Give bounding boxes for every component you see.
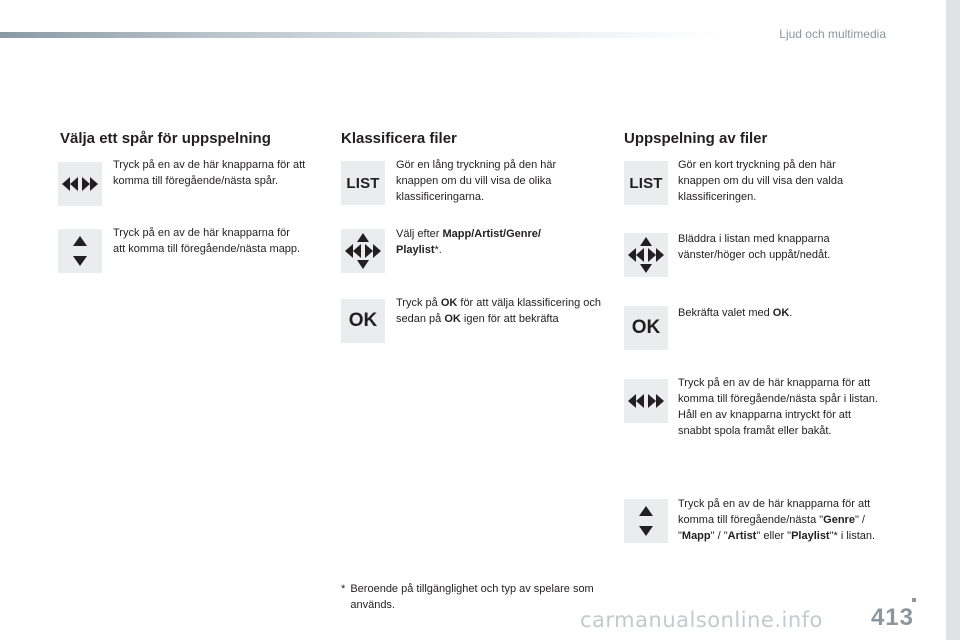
col3-item5-text: Tryck på en av de här knapparna för att komma till föregående/nästa "Genre" / "Mapp" / "Artist" eller "Playlist"* i listan. [678,498,876,542]
ok-button-2 [624,306,668,350]
col2-item2-text: Välj efter Mapp/Artist/Genre/ Playlist*. [396,228,541,256]
col1-item1-text: Tryck på en av de här knapparna för att komma till föregående/nästa spår. [113,159,306,187]
four-way-button [341,229,385,273]
page-dot [912,598,916,602]
col2-title: Klassificera filer [341,130,457,147]
prev-next-button-2 [624,379,668,423]
page-number: 413 [870,604,914,631]
ok-button-2-label: OK [631,317,661,338]
col3-item2-text: Bläddra i listan med knapparna vänster/höger och uppåt/nedåt. [678,233,831,261]
footnote [341,581,611,613]
up-down-button [58,229,102,273]
up-down-button-2 [624,499,668,543]
col1-title: Välja ett spår för uppspelning [60,130,271,147]
four-way-arrows-icon [626,235,666,275]
ok-button [341,299,385,343]
prev-next-arrows-icon [626,393,666,409]
list-button-2-label: LIST [629,174,663,192]
col3-item3-text: Bekräfta valet med OK. [678,307,793,319]
col1-item2-text: Tryck på en av de här knapparna för att komma till föregående/nästa mapp. [113,227,301,255]
footnote-marker: * [341,583,346,595]
up-down-arrows-icon [72,234,88,268]
col3-title: Uppspelning av filer [624,130,768,147]
col3-item4-text: Tryck på en av de här knapparna för att komma till föregående/nästa spår i listan. Håll en av knapparna intryckt för att snabbt spola framåt eller bakåt. [678,377,878,437]
prev-next-arrows-icon [60,176,100,192]
col2-item3-text: Tryck på OK för att välja klassificering och sedan på OK igen för att bekräfta [396,297,601,325]
top-decorative-bar [0,32,720,38]
up-down-arrows-icon [638,504,654,538]
ok-button-label: OK [348,310,378,331]
footnote-text: Beroende på tillgänglighet och typ av spelare som används. [350,583,594,611]
col2-item1-text: Gör en lång tryckning på den här knappen om du vill visa de olika klassificeringarna. [396,159,557,203]
list-button-2 [624,161,668,205]
prev-next-button [58,162,102,206]
section-header: Ljud och multimedia [779,27,886,41]
right-edge-strip [946,0,960,640]
list-button-label: LIST [346,174,380,192]
watermark: carmanualsonline.info [580,608,823,632]
four-way-arrows-icon [343,231,383,271]
list-button [341,161,385,205]
col3-item1-text: Gör en kort tryckning på den här knappen om du vill visa den valda klassificeringen. [678,159,844,203]
four-way-button-2 [624,233,668,277]
